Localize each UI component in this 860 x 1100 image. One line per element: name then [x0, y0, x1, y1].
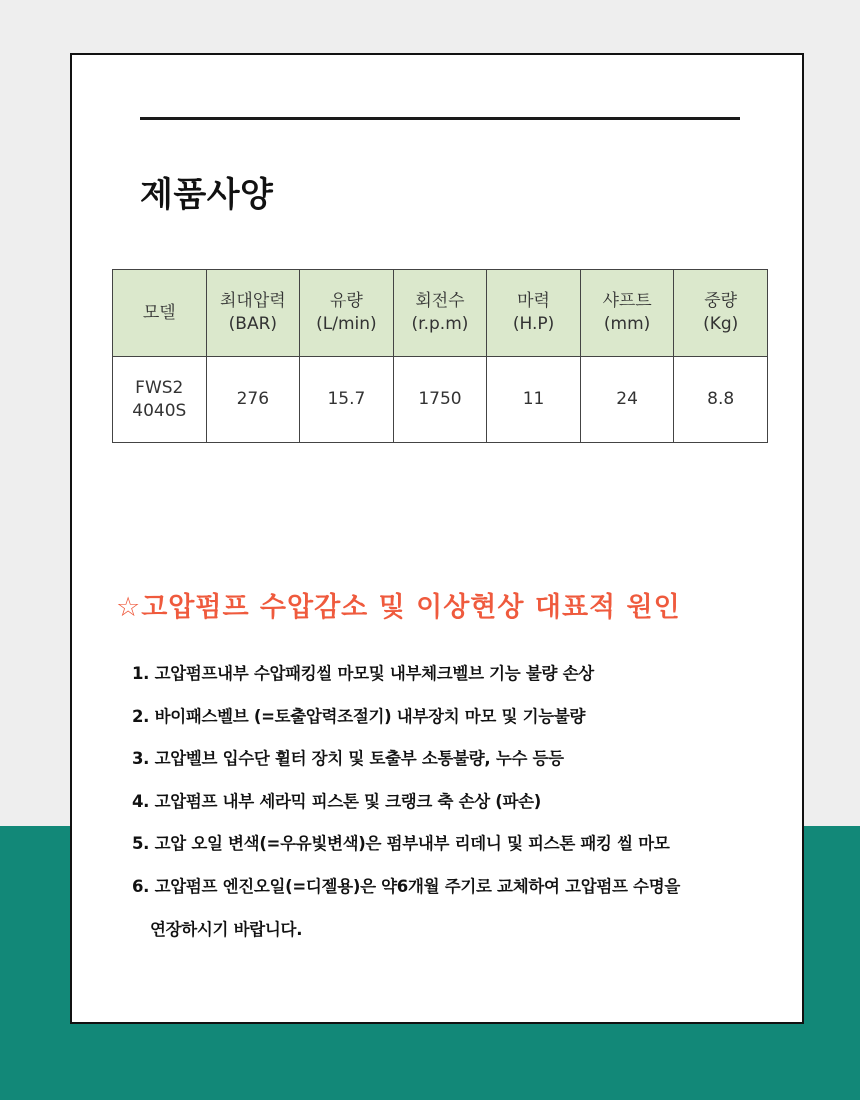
cell-rpm: 1750 — [393, 357, 487, 443]
cell-max-pressure: 276 — [206, 357, 300, 443]
table-row — [113, 357, 768, 443]
list-item: 2. 바이패스벨브 (=토출압력조절기) 내부장치 마모 및 기능불량 — [132, 706, 586, 726]
spec-table-header-row — [113, 270, 768, 357]
section-title: 제품사양 — [140, 175, 274, 215]
header-flow: 유량 (L/min) — [300, 270, 394, 357]
list-item — [132, 866, 772, 951]
cell-hp: 11 — [487, 357, 581, 443]
list-item-continuation: 연장하시기 바랍니다. — [150, 919, 303, 939]
list-item: 5. 고압 오일 변색(=우유빛변색)은 펌부내부 리데니 및 피스톤 패킹 씰 마모 — [132, 834, 670, 854]
list-item: 1. 고압펌프내부 수압패킹씰 마모및 내부체크벨브 기능 불량 손상 — [132, 664, 594, 683]
cell-flow: 15.7 — [300, 357, 394, 443]
title-rule — [140, 117, 740, 120]
causes-list — [132, 653, 772, 951]
header-shaft: 샤프트 (mm) — [580, 270, 674, 357]
list-item: 3. 고압벨브 입수단 휠터 장치 및 토출부 소통불량, 누수 등등 — [132, 749, 564, 769]
header-model: 모델 — [113, 270, 207, 357]
cell-weight: 8.8 — [674, 357, 768, 443]
header-max-pressure: 최대압력 (BAR) — [206, 270, 300, 357]
cell-model: FWS2 4040S — [113, 357, 207, 443]
header-weight: 중량 (Kg) — [674, 270, 768, 357]
causes-title: ☆고압펌프 수압감소 및 이상현상 대표적 원인 — [116, 592, 681, 623]
spec-table — [112, 269, 768, 443]
header-hp: 마력 (H.P) — [487, 270, 581, 357]
list-item: 4. 고압펌프 내부 세라믹 피스톤 및 크랭크 축 손상 (파손) — [132, 791, 542, 811]
spec-card — [70, 53, 804, 1024]
list-item-text: 6. 고압펌프 엔진오일(=디젤용)은 약6개월 주기로 교체하여 고압펌프 수명을 — [132, 876, 680, 896]
header-rpm: 회전수 (r.p.m) — [393, 270, 487, 357]
cell-shaft: 24 — [580, 357, 674, 443]
